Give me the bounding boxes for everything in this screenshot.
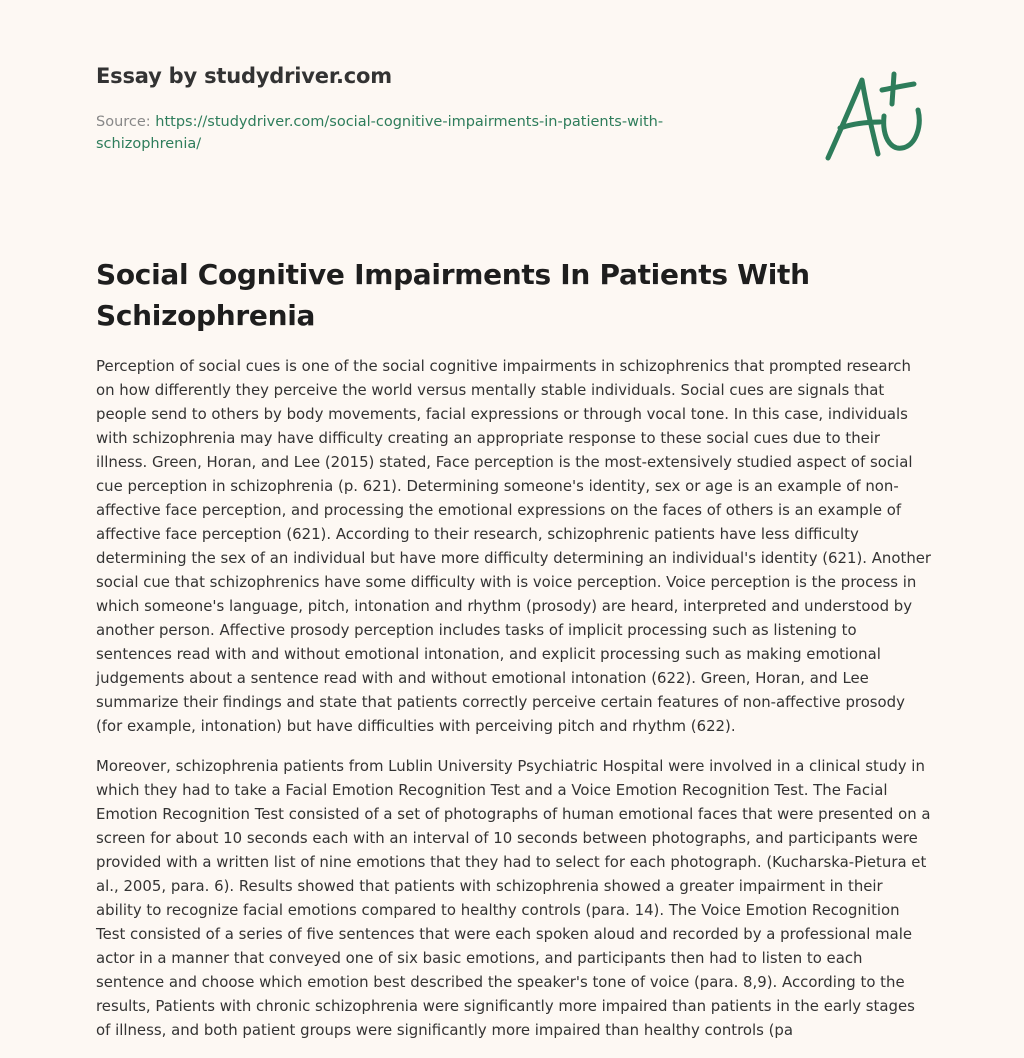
site-brand: Essay by studydriver.com xyxy=(96,64,392,88)
essay-title: Social Cognitive Impairments In Patients With Schizophrenia xyxy=(96,258,810,332)
a-plus-icon xyxy=(822,66,928,166)
essay-paragraph: Moreover, schizophrenia patients from Lublin University Psychiatric Hospital were involved in a clinical study in which they had to take a Facial Emotion Recognition Test and a Voice Emotion Recognition Test. The Facial Emotion Recognition Test consisted of a set of photographs of human emotional faces that were presented on a screen for about 10 seconds each with an interval of 10 seconds between photographs, and participants were provided with a written list of nine emotions that they had to select for each photograph. (Kucharska-Pietura et al., 2005, para. 6). Results showed that patients with schizophrenia showed a greater impairment in their ability to recognize facial emotions compared to healthy controls (para. 14). The Voice Emotion Recognition Test consisted of a series of five sentences that were each spoken aloud and recorded by a professional male actor in a manner that conveyed one of six basic emotions, and participants then had to listen to each sentence and choose which emotion best described the speaker's tone of voice (para. 8,9). According to the results, Patients with chronic schizophrenia were significantly more impaired than patients in the early stages of illness, and both patient groups were significantly more impaired than healthy controls (pa xyxy=(96,757,931,1039)
source-line xyxy=(96,111,696,155)
essay-paragraph: Perception of social cues is one of the social cognitive impairments in schizophrenics that prompted research on how differently they perceive the world versus mentally stable individuals. Social cues are signals that people send to others by body movements, facial expressions or through vocal tone. In this case, individuals with schizophrenia may have difficulty creating an appropriate response to these social cues due to their illness. Green, Horan, and Lee (2015) stated, Face perception is the most-extensively studied aspect of social cue perception in schizophrenia (p. 621). Determining someone's identity, sex or age is an example of non-affective face perception, and processing the emotional expressions on the faces of others is an example of affective face perception (621). According to their research, schizophrenic patients have less difficulty determining the sex of an individual but have more difficulty determining an individual's identity (621). Another social cue that schizophrenics have some difficulty with is voice perception. Voice perception is the process in which someone's language, pitch, intonation and rhythm (prosody) are heard, interpreted and understood by another person. Affective prosody perception includes tasks of implicit processing such as listening to sentences read with and without emotional intonation, and explicit processing such as making emotional judgements about a sentence read with and without emotional intonation (622). Green, Horan, and Lee summarize their findings and state that patients correctly perceive certain features of non-affective prosody (for example, intonation) but have difficulties with perceiving pitch and rhythm (622). xyxy=(96,357,932,735)
source-label: Source: xyxy=(96,114,151,130)
a-plus-logo-svg xyxy=(822,66,928,166)
essay-body xyxy=(96,354,932,1058)
source-link[interactable]: https://studydriver.com/social-cognitive-impairments-in-patients-with-schizophrenia/ xyxy=(96,114,664,152)
